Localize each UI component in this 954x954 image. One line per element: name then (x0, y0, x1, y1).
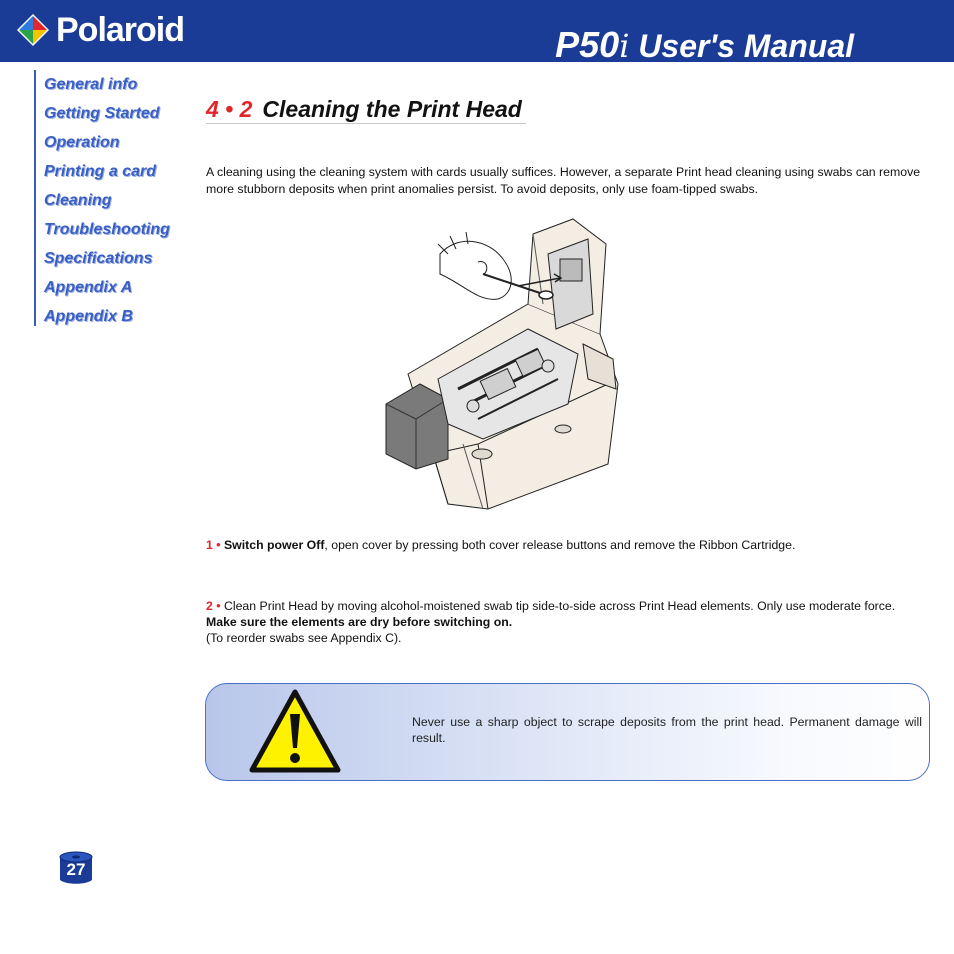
step-2 (206, 598, 930, 646)
step-1-text: , open cover by pressing both cover release buttons and remove the Ribbon Cartridge. (324, 538, 796, 552)
polaroid-logo (16, 12, 184, 48)
nav-item-appendix-a[interactable]: Appendix A (44, 279, 133, 296)
nav-item-specifications[interactable]: Specifications (44, 250, 153, 267)
step-2-note-bold: Make sure the elements are dry before switching on. (206, 615, 513, 629)
step-2-note: (To reorder swabs see Appendix C). (206, 631, 402, 645)
sidebar-nav (34, 70, 186, 326)
step-1-number: 1 • (206, 538, 221, 552)
manual-model: P50 (555, 24, 620, 65)
nav-item-general-info[interactable]: General info (44, 76, 138, 93)
polaroid-diamond-icon (16, 13, 50, 47)
nav-item-troubleshooting[interactable]: Troubleshooting (44, 221, 170, 238)
nav-item-getting-started[interactable]: Getting Started (44, 105, 160, 122)
warning-box (205, 683, 930, 781)
header-bar (0, 0, 954, 65)
manual-label: User's Manual (638, 28, 854, 64)
page-number: 27 (66, 860, 86, 879)
manual-title (555, 24, 854, 66)
nav-item-printing-a-card[interactable]: Printing a card (44, 163, 157, 180)
page-title (206, 96, 526, 124)
manual-model-suffix: i (619, 27, 630, 65)
nav-item-operation[interactable]: Operation (44, 134, 120, 151)
step-2-text: Clean Print Head by moving alcohol-moistened swab tip side-to-side across Print Head elements. Only use moderate force. (223, 599, 896, 613)
section-number: 4 • 2 (206, 96, 253, 122)
warning-text: Never use a sharp object to scrape deposits from the print head. Permanent damage will result. (412, 715, 922, 745)
step-1 (206, 537, 930, 553)
step-1-bold: Switch power Off (223, 538, 325, 552)
nav-item-appendix-b[interactable]: Appendix B (44, 308, 133, 325)
brand-name: Polaroid (56, 10, 185, 49)
intro-paragraph: A cleaning using the cleaning system with cards usually suffices. However, a separate Print head cleaning using swabs can remove more stubborn deposits when print anomalies persist. To avoid deposits, only use foam-tipped swabs. (206, 165, 921, 196)
nav-item-cleaning[interactable]: Cleaning (44, 192, 112, 209)
step-2-number: 2 • (206, 599, 221, 613)
section-title: Cleaning the Print Head (262, 96, 522, 122)
printer-cleaning-illustration (378, 214, 624, 512)
warning-triangle-icon (248, 688, 342, 774)
